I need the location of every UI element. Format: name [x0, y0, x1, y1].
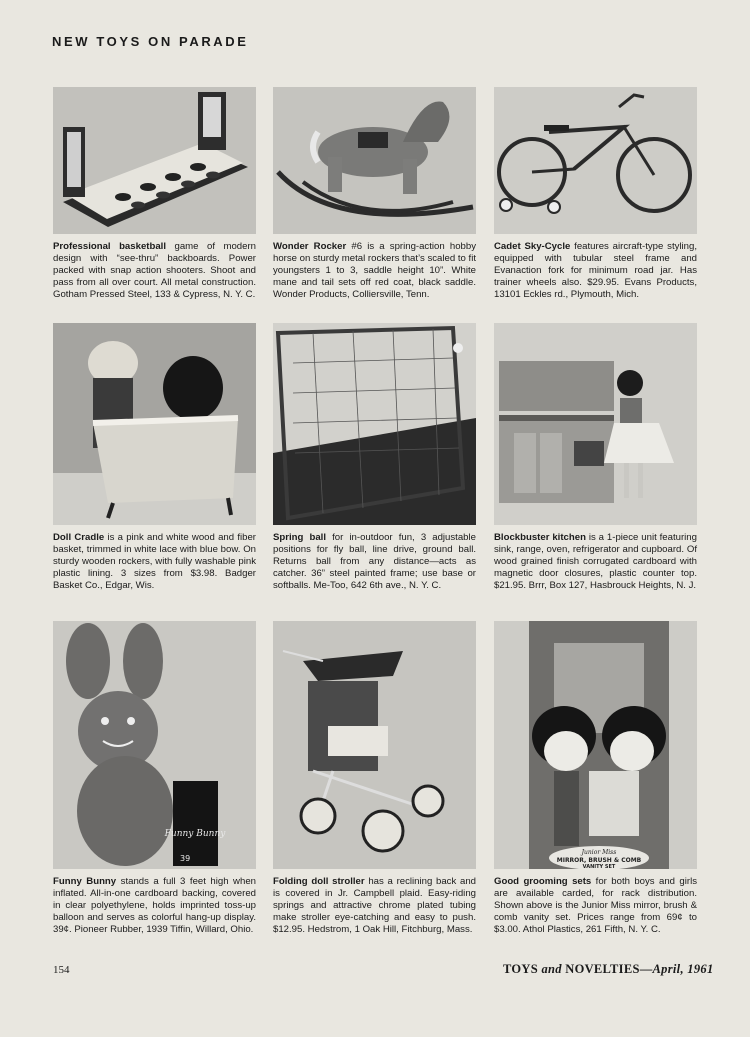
- grooming-set-label-2: VANITY SET: [582, 864, 616, 869]
- kitchen-photo: [494, 323, 697, 525]
- item-wonder-rocker: [273, 87, 476, 301]
- kitchen-caption: [494, 532, 697, 592]
- page-number: 154: [53, 964, 70, 976]
- grooming-set-label: MIRROR, BRUSH & COMB: [556, 857, 642, 864]
- spring-ball-photo: [273, 323, 476, 525]
- bunny-text: stands a full 3 feet high when inflated. All-in-one cardboard backing, covered in clear polyethylene, holds imprinted toss-up balloon and serves as colorful hang-up display. 39¢. Pioneer Rubber, 1939 Tiffin, Willard, Ohio.: [53, 876, 256, 936]
- sky-cycle-caption: [494, 241, 697, 301]
- bunny-photo: [53, 621, 256, 869]
- magazine-footer: [503, 962, 714, 977]
- grooming-text: for both boys and girls are available carded, for rack distribution. Shown above is the Junior Miss mirror, brush & comb vanity set. Prices range from 69¢ to $3.00. Athol Plastics, 261 Fifth, N. Y. C.: [494, 876, 697, 936]
- stroller-photo: [273, 621, 476, 869]
- grooming-title: Good grooming sets: [494, 876, 592, 887]
- footer-mag-date: April, 1961: [652, 962, 714, 976]
- item-grooming-sets: [494, 621, 697, 936]
- spring-ball-caption: [273, 532, 476, 592]
- page-header: NEW TOYS ON PARADE: [52, 34, 249, 49]
- basketball-caption: [53, 241, 256, 301]
- bunny-caption: [53, 876, 256, 936]
- basketball-title: Professional basketball: [53, 241, 166, 252]
- footer-mag-b: NOVELTIES—: [561, 962, 653, 976]
- item-sky-cycle: [494, 87, 697, 301]
- cradle-photo: [53, 323, 256, 525]
- kitchen-text: is a 1-piece unit featuring sink, range, oven, refrigerator and cupboard. Of wood grained finish corrugated cardboard with magnetic door closures, plastic counter top. $21.95. Brrr, Box 127, Hasbrouck Heights, N. J.: [494, 532, 697, 592]
- item-kitchen: [494, 323, 697, 592]
- sky-cycle-title: Cadet Sky-Cycle: [494, 241, 571, 252]
- spring-ball-text: for in-outdoor fun, 3 adjustable positions for fly ball, line drive, ground ball. Returns ball from any distance—acts as catcher. 36” steel painted frame; use base or softballs. Me-Too, 642 6th ave., N. Y. C.: [273, 532, 476, 592]
- item-funny-bunny: [53, 621, 256, 936]
- basketball-photo: [53, 87, 256, 234]
- bicycle-photo: [494, 87, 697, 234]
- rocker-photo: [273, 87, 476, 234]
- bunny-title: Funny Bunny: [53, 876, 117, 887]
- stroller-title: Folding doll stroller: [273, 876, 365, 887]
- rocker-caption: [273, 241, 476, 301]
- item-basketball: [53, 87, 256, 301]
- cradle-text: is a pink and white wood and fiber basket, trimmed in white lace with blue bow. On sturdy wooden rockers, with fully washable pink plastic lining. 3 sizes from $3.98. Badger Basket Co., Edgar, Wis.: [53, 532, 256, 592]
- cradle-title: Doll Cradle: [53, 532, 105, 543]
- rocker-title: Wonder Rocker: [273, 241, 347, 252]
- item-spring-ball: [273, 323, 476, 592]
- spring-ball-title: Spring ball: [273, 532, 327, 543]
- footer-mag-a: TOYS: [503, 962, 542, 976]
- bunny-card-price: 39: [180, 854, 191, 863]
- stroller-caption: [273, 876, 476, 936]
- sky-cycle-text: features aircraft-type styling, equipped with tubular steel frame and Evanaction fork for minimum road jar. Has trainer wheels also. $29.95. Evans Products, 13101 Eckles rd., Plymouth, Mich.: [494, 241, 698, 301]
- grooming-caption: [494, 876, 697, 936]
- kitchen-title: Blockbuster kitchen: [494, 532, 586, 543]
- basketball-text: game of modern design with “see-thru” backboards. Power packed with snap action shooters. Shoot and pass from all over court. All metal construction. Gotham Pressed Steel, 133 & Cypress, N. Y. C.: [53, 241, 256, 301]
- grooming-brand-label: Junior Miss: [581, 849, 617, 856]
- bunny-card-label: Funny Bunny: [164, 829, 226, 839]
- grooming-photo: [494, 621, 697, 869]
- cradle-caption: [53, 532, 256, 592]
- footer-mag-and: and: [541, 962, 562, 976]
- item-doll-stroller: [273, 621, 476, 936]
- stroller-text: has a reclining back and is covered in Jr. Campbell plaid. Easy-riding springs and attractive chrome plated tubing make stroller eye-catching and easy to push. $12.95. Hedstrom, 1 Oak Hill, Fitchburg, Mass.: [273, 876, 476, 936]
- rocker-text: #6 is a spring-action hobby horse on sturdy metal rockers that’s scaled to fit youngsters 1 to 3, saddle height 10”. White mane and tail sets off red coat, black saddle. Wonder Products, Colliersville, Tenn.: [273, 241, 476, 301]
- item-doll-cradle: [53, 323, 256, 592]
